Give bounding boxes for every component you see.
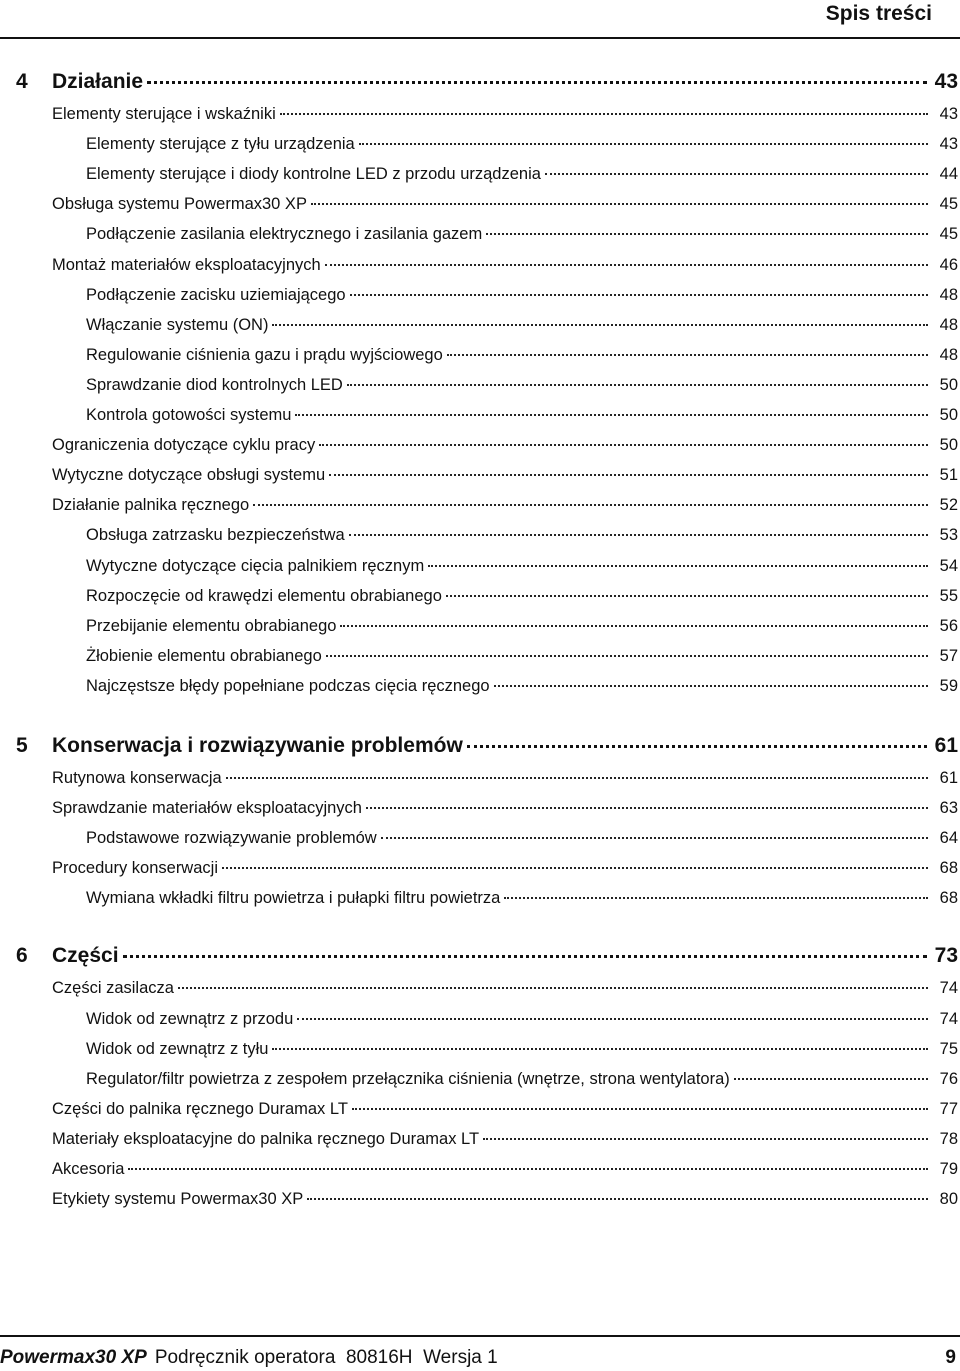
- dot-leader: [272, 1048, 928, 1050]
- toc-entry-procedury-konserwacji[interactable]: [0, 854, 960, 884]
- footer-divider: [0, 1335, 960, 1337]
- dot-leader: [311, 203, 928, 205]
- chapter-5: [0, 728, 960, 914]
- entry-page: 61: [939, 768, 958, 787]
- entry-title: Podłączenie zasilania elektrycznego i zasilania gazem: [86, 225, 483, 244]
- chapter-title: Działanie: [52, 70, 144, 93]
- dot-leader: [295, 414, 928, 416]
- dot-leader: [325, 264, 928, 266]
- toc-entry-wytyczne-ciecia[interactable]: [0, 551, 960, 581]
- entry-title: Podłączenie zacisku uziemiającego: [86, 285, 346, 304]
- toc-entry-obsluga-zatrzasku[interactable]: [0, 521, 960, 551]
- toc-entry-elementy-sterujace-z-tylu[interactable]: [0, 130, 960, 160]
- entry-title: Procedury konserwacji: [52, 859, 218, 878]
- entry-title: Przebijanie elementu obrabianego: [86, 616, 337, 635]
- toc-entry-zlobienie[interactable]: [0, 642, 960, 672]
- entry-page: 43: [939, 105, 958, 124]
- toc-entry-obsluga-systemu[interactable]: [0, 190, 960, 220]
- dot-leader: [504, 897, 928, 899]
- entry-page: 48: [939, 345, 958, 364]
- dot-leader: [352, 1108, 928, 1110]
- toc-entry-sprawdzanie-materialow[interactable]: [0, 794, 960, 824]
- entry-title: Włączanie systemu (ON): [86, 315, 269, 334]
- entry-page: 46: [939, 255, 958, 274]
- entry-page: 78: [939, 1129, 958, 1148]
- dot-leader: [359, 143, 928, 145]
- chapter-number: 4: [16, 70, 28, 93]
- dot-leader: [297, 1018, 928, 1020]
- entry-page: 53: [939, 526, 958, 545]
- page-number: 9: [945, 1347, 956, 1368]
- header-divider: [0, 37, 960, 39]
- entry-title: Obsługa systemu Powermax30 XP: [52, 195, 307, 214]
- toc-entry-podstawowe-rozwiazywanie[interactable]: [0, 824, 960, 854]
- chapter-page: 73: [934, 944, 958, 968]
- dot-leader: [178, 987, 928, 989]
- entry-page: 44: [939, 165, 958, 184]
- dot-leader: [253, 504, 928, 506]
- entry-title: Regulator/filtr powietrza z zespołem przełącznika ciśnienia (wnętrze, strona wentylatora): [86, 1069, 730, 1088]
- entry-page: 68: [939, 889, 958, 908]
- chapter-number: 5: [16, 733, 28, 757]
- footer-brand: Powermax30 XP: [0, 1347, 147, 1368]
- entry-title: Elementy sterujące i wskaźniki: [52, 105, 276, 124]
- toc-entry-widok-z-przodu[interactable]: [0, 1004, 960, 1034]
- table-of-contents: [0, 64, 960, 1215]
- dot-leader: [366, 807, 928, 809]
- dot-leader: [280, 113, 928, 115]
- dot-leader: [147, 81, 927, 84]
- chapter-spacer: [0, 702, 960, 728]
- toc-entry-montaz-materialow[interactable]: [0, 250, 960, 280]
- dot-leader: [347, 384, 928, 386]
- toc-entry-elementy-sterujace-i-wskazniki[interactable]: [0, 100, 960, 130]
- entry-title: Sprawdzanie diod kontrolnych LED: [86, 375, 343, 394]
- entry-page: 80: [939, 1190, 958, 1209]
- entry-title: Elementy sterujące z tyłu urządzenia: [86, 135, 355, 154]
- dot-leader: [128, 1168, 928, 1170]
- dot-leader: [226, 777, 928, 779]
- entry-page: 56: [939, 616, 958, 635]
- entry-title: Rozpoczęcie od krawędzi elementu obrabianego: [86, 586, 442, 605]
- chapter-6: [0, 938, 960, 1215]
- dot-leader: [123, 955, 927, 958]
- entry-page: 51: [939, 466, 958, 485]
- toc-entry-czesci-zasilacza[interactable]: [0, 974, 960, 1004]
- toc-entry-wymiana-wkladki[interactable]: [0, 884, 960, 914]
- entry-title: Obsługa zatrzasku bezpieczeństwa: [86, 526, 345, 545]
- chapter-heading[interactable]: [0, 64, 960, 100]
- entry-page: 45: [939, 195, 958, 214]
- page-footer: [0, 1345, 498, 1371]
- toc-entry-regulowanie-cisnienia[interactable]: [0, 341, 960, 371]
- entry-title: Rutynowa konserwacja: [52, 768, 222, 787]
- entry-page: 50: [939, 436, 958, 455]
- entry-title: Montaż materiałów eksploatacyjnych: [52, 255, 321, 274]
- entry-page: 48: [939, 315, 958, 334]
- entry-title: Akcesoria: [52, 1160, 125, 1178]
- entry-title: Żłobienie elementu obrabianego: [86, 646, 322, 665]
- toc-entry-wlaczanie-systemu[interactable]: [0, 311, 960, 341]
- toc-entry-kontrola-gotowosci[interactable]: [0, 401, 960, 431]
- dot-leader: [272, 324, 928, 326]
- entry-page: 64: [939, 829, 958, 848]
- toc-entry-czesci-palnika[interactable]: [0, 1095, 960, 1125]
- toc-entry-ograniczenia-cyklu[interactable]: [0, 431, 960, 461]
- entry-title: Etykiety systemu Powermax30 XP: [52, 1190, 304, 1209]
- entry-title: Części do palnika ręcznego Duramax LT: [52, 1099, 348, 1118]
- dot-leader: [326, 655, 928, 657]
- entry-title: Sprawdzanie materiałów eksploatacyjnych: [52, 799, 362, 818]
- entry-page: 45: [939, 225, 958, 244]
- dot-leader: [483, 1138, 928, 1140]
- entry-page: 55: [939, 586, 958, 605]
- toc-entry-przebijanie[interactable]: [0, 612, 960, 642]
- dot-leader: [222, 867, 928, 869]
- entry-title: Ograniczenia dotyczące cyklu pracy: [52, 436, 316, 455]
- toc-entry-regulator-filtr[interactable]: [0, 1065, 960, 1095]
- entry-page: 57: [939, 646, 958, 665]
- entry-page: 75: [939, 1039, 958, 1058]
- entry-page: 50: [939, 406, 958, 425]
- entry-title: Podstawowe rozwiązywanie problemów: [86, 829, 377, 848]
- dot-leader: [307, 1198, 928, 1200]
- toc-entry-podlaczenie-zasilania[interactable]: [0, 220, 960, 250]
- entry-page: 52: [939, 496, 958, 515]
- dot-leader: [319, 444, 928, 446]
- entry-title: Wytyczne dotyczące cięcia palnikiem ręcznym: [86, 556, 425, 575]
- entry-page: 76: [939, 1069, 958, 1088]
- dot-leader: [734, 1078, 928, 1080]
- dot-leader: [340, 625, 928, 627]
- dot-leader: [381, 837, 928, 839]
- toc-entry-rozpoczecie-od-krawedzi[interactable]: [0, 582, 960, 612]
- toc-entry-dzialanie-palnika[interactable]: [0, 491, 960, 521]
- page-header-title: Spis treści: [825, 2, 932, 25]
- chapter-heading[interactable]: [0, 728, 960, 764]
- entry-page: 54: [939, 556, 958, 575]
- toc-entry-elementy-sterujace-z-przodu[interactable]: [0, 160, 960, 190]
- toc-entry-widok-z-tylu[interactable]: [0, 1035, 960, 1065]
- chapter-number: 6: [16, 944, 28, 968]
- dot-leader: [494, 685, 928, 687]
- entry-title: Działanie palnika ręcznego: [52, 496, 250, 515]
- toc-entry-rutynowa-konserwacja[interactable]: [0, 764, 960, 794]
- footer-text: Podręcznik operatora 80816H Wersja 1: [154, 1347, 498, 1368]
- entry-page: 50: [939, 375, 958, 394]
- entry-title: Materiały eksploatacyjne do palnika ręcznego Duramax LT: [52, 1129, 480, 1148]
- toc-entry-akcesoria[interactable]: [0, 1155, 960, 1185]
- dot-leader: [486, 233, 928, 235]
- entry-title: Widok od zewnątrz z przodu: [86, 1009, 294, 1028]
- toc-entry-najczestsze-bledy[interactable]: [0, 672, 960, 702]
- dot-leader: [447, 354, 928, 356]
- entry-page: 59: [939, 676, 958, 695]
- entry-title: Kontrola gotowości systemu: [86, 406, 292, 425]
- entry-title: Wymiana wkładki filtru powietrza i pułapki filtru powietrza: [86, 889, 501, 908]
- entry-title: Elementy sterujące i diody kontrolne LED z przodu urządzenia: [86, 165, 541, 184]
- dot-leader: [428, 565, 928, 567]
- dot-leader: [350, 294, 928, 296]
- entry-page: 74: [939, 1009, 958, 1028]
- entry-page: 63: [939, 799, 958, 818]
- entry-page: 43: [939, 135, 958, 154]
- chapter-title: Części: [52, 944, 119, 968]
- entry-title: Regulowanie ciśnienia gazu i prądu wyjściowego: [86, 345, 443, 364]
- chapter-heading[interactable]: [0, 938, 960, 974]
- dot-leader: [349, 534, 928, 536]
- chapter-page: 43: [934, 70, 958, 93]
- toc-entry-sprawdzanie-diod[interactable]: [0, 371, 960, 401]
- entry-title: Najczęstsze błędy popełniane podczas cięcia ręcznego: [86, 676, 490, 695]
- entry-title: Widok od zewnątrz z tyłu: [86, 1039, 269, 1058]
- chapter-title: Konserwacja i rozwiązywanie problemów: [52, 733, 463, 757]
- entry-page: 68: [939, 859, 958, 878]
- entry-page: 48: [939, 285, 958, 304]
- dot-leader: [467, 745, 927, 748]
- entry-page: 74: [939, 979, 958, 998]
- dot-leader: [329, 474, 928, 476]
- chapter-page: 61: [934, 733, 958, 757]
- toc-entry-etykiety[interactable]: [0, 1185, 960, 1215]
- entry-title: Wytyczne dotyczące obsługi systemu: [52, 466, 326, 485]
- toc-entry-materialy-palnika[interactable]: [0, 1125, 960, 1155]
- toc-entry-wytyczne-obslugi[interactable]: [0, 461, 960, 491]
- entry-page: 79: [939, 1160, 958, 1178]
- dot-leader: [545, 173, 928, 175]
- dot-leader: [446, 595, 928, 597]
- toc-entry-podlaczenie-zacisku[interactable]: [0, 281, 960, 311]
- entry-title: Części zasilacza: [52, 979, 174, 998]
- chapter-spacer: [0, 914, 960, 938]
- entry-page: 77: [939, 1099, 958, 1118]
- chapter-4: [0, 64, 960, 702]
